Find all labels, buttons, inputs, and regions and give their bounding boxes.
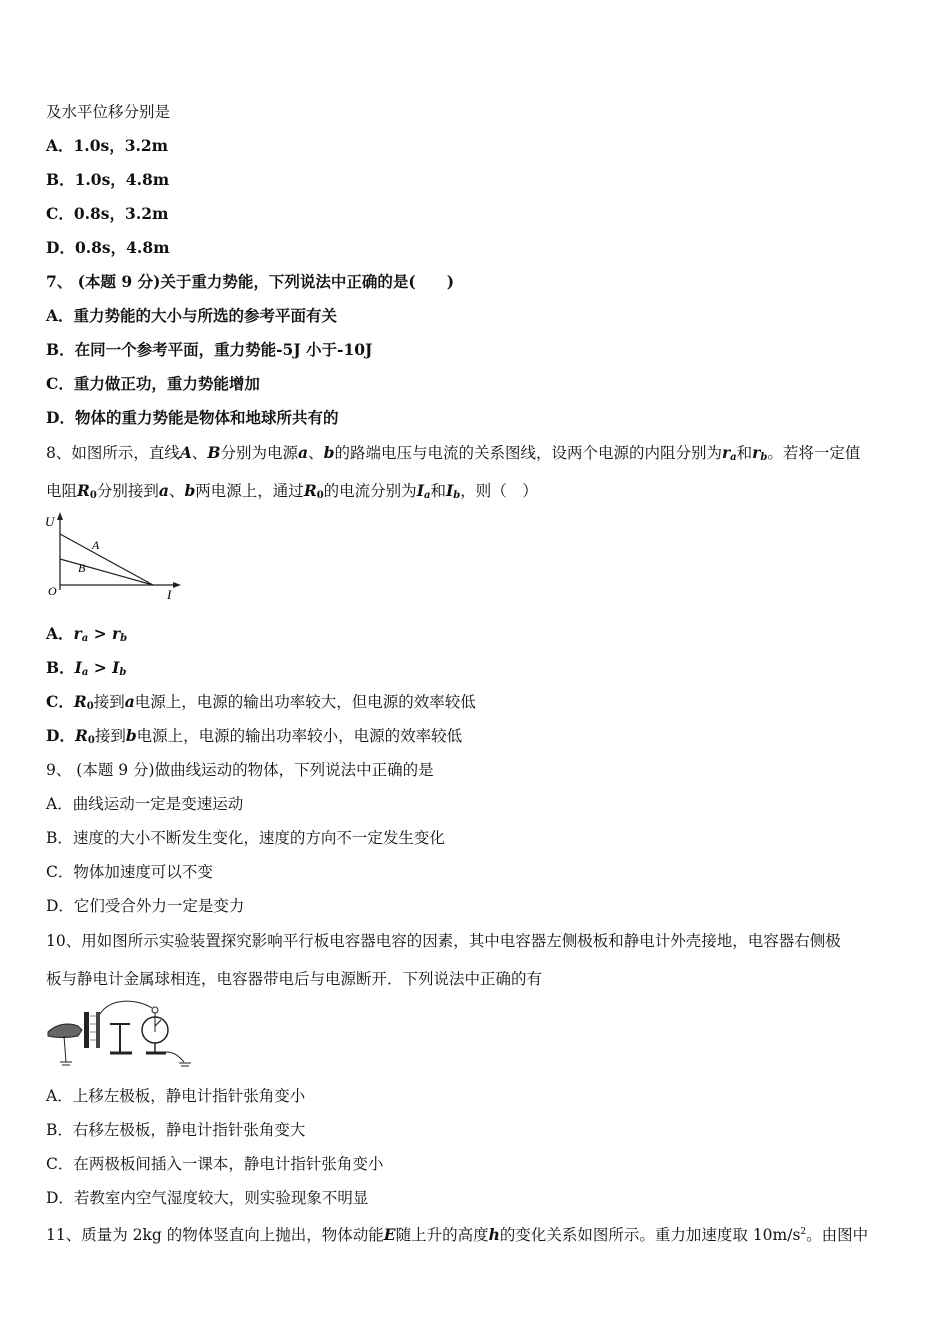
option-6c: C．0.8s，3.2m <box>46 204 169 223</box>
question-7: 7、 (本题 9 分)关于重力势能，下列说法中正确的是( ) <box>46 272 455 291</box>
option-6a: A．1.0s，3.2m <box>46 136 169 155</box>
option-7b: B．在同一个参考平面，重力势能-5J 小于-10J <box>46 340 373 359</box>
option-10a: A．上移左极板，静电计指针张角变小 <box>46 1087 306 1105</box>
option-7d: D．物体的重力势能是物体和地球所共有的 <box>46 408 339 427</box>
question-8-line1: 8、如图所示，直线A、B分别为电源a、b的路端电压与电流的关系图线，设两个电源的内阻分别为$r_a$和$r_b$。若将一定值 <box>46 443 861 463</box>
line-a <box>60 534 153 585</box>
a-label: A <box>92 538 100 552</box>
question-10-line1: 10、用如图所示实验装置探究影响平行板电容器电容的因素，其中电容器左侧极板和静电计外壳接地，电容器右侧极 <box>46 932 841 950</box>
option-7c: C．重力做正功，重力势能增加 <box>46 374 260 393</box>
option-10c: C．在两极板间插入一课本，静电计指针张角变小 <box>46 1155 384 1173</box>
question-11-line1: 11、质量为 2kg 的物体竖直向上抛出，物体动能E随上升的高度h的变化关系如图所示。重力加速度取 $10m/s^2$。由图中 <box>46 1225 869 1244</box>
origin-label: O <box>48 584 57 598</box>
option-8c: C．$R_0$接到a电源上，电源的输出功率较大，但电源的效率较低 <box>46 692 476 712</box>
i-axis-arrow <box>173 582 181 588</box>
right-plate <box>96 1012 100 1048</box>
ui-graph-figure <box>40 508 190 604</box>
option-6d: D．0.8s，4.8m <box>46 238 170 257</box>
option-8a: A．$r_a > r_b$ <box>46 624 128 644</box>
text-line: 及水平位移分别是 <box>46 103 171 121</box>
line-b <box>60 559 153 585</box>
electrometer-needle <box>155 1020 161 1026</box>
question-9: 9、 (本题 9 分)做曲线运动的物体，下列说法中正确的是 <box>46 761 434 779</box>
hand-icon <box>48 1024 82 1038</box>
option-7a: A．重力势能的大小与所选的参考平面有关 <box>46 306 338 325</box>
b-label: B <box>78 561 86 575</box>
option-8b: B．$I_a > I_b$ <box>46 658 127 678</box>
u-label: U <box>45 514 55 529</box>
option-8d: D．$R_0$接到b电源上，电源的输出功率较小，电源的效率较低 <box>46 726 463 746</box>
option-9b: B．速度的大小不断发生变化，速度的方向不一定发生变化 <box>46 829 445 847</box>
option-9a: A．曲线运动一定是变速运动 <box>46 795 244 813</box>
ground-wire-right <box>166 1052 184 1062</box>
question-10-line2: 板与静电计金属球相连，电容器带电后与电源断开．下列说法中正确的有 <box>46 970 543 988</box>
left-plate <box>84 1012 89 1048</box>
connecting-wire <box>100 1001 152 1014</box>
option-10d: D．若教室内空气湿度较大，则实验现象不明显 <box>46 1189 369 1207</box>
question-8-line2: 电阻$R_0$分别接到a、b两电源上，通过$R_0$的电流分别为$I_a$和$I_b$，则（ ） <box>46 481 538 501</box>
option-9d: D．它们受合外力一定是变力 <box>46 897 245 915</box>
u-axis-arrow <box>57 512 63 520</box>
electrometer-ball <box>152 1007 158 1013</box>
capacitor-electrometer-figure <box>44 996 194 1072</box>
option-10b: B．右移左极板，静电计指针张角变大 <box>46 1121 306 1139</box>
option-6b: B．1.0s，4.8m <box>46 170 170 189</box>
option-9c: C．物体加速度可以不变 <box>46 863 213 881</box>
i-label: I <box>167 587 172 602</box>
ground-wire-left <box>64 1036 66 1062</box>
